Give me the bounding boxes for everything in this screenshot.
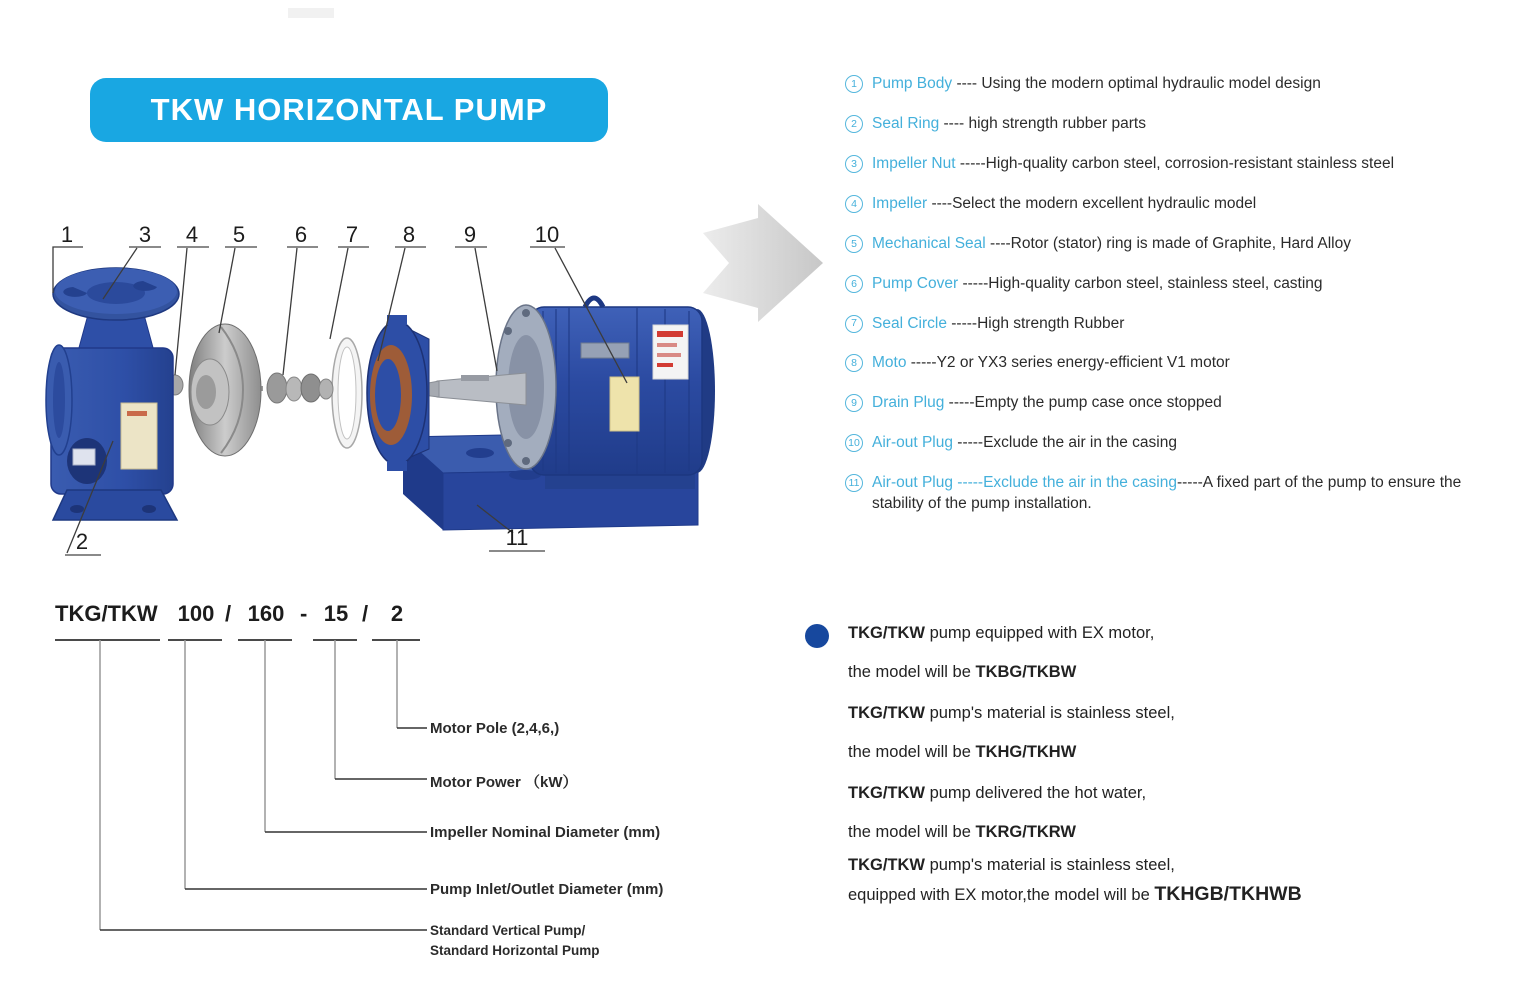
callout-number-3: 3 xyxy=(138,222,152,247)
part-number-badge: 1 xyxy=(845,75,863,93)
part-number-badge: 2 xyxy=(845,115,863,133)
part-description: ---- Using the modern optimal hydraulic model design xyxy=(952,75,1321,92)
part-name: Pump Cover xyxy=(872,274,959,292)
note-line: the model will be TKRG/TKRW xyxy=(848,823,1076,841)
model-code-slash: / xyxy=(225,601,232,626)
part-number-badge: 6 xyxy=(845,275,863,293)
part-name: Pump Body xyxy=(872,75,953,92)
part-description: -----A fixed part of the pump to ensure the stability of the pump installation. xyxy=(872,474,1462,513)
note-line: equipped with EX motor,the model will be TKHGB/TKHWB xyxy=(848,883,1302,905)
part-number-badge: 4 xyxy=(845,195,863,213)
part-number-badge: 7 xyxy=(845,315,863,333)
parts-list-item xyxy=(845,473,1500,515)
part-number-badge: 11 xyxy=(845,474,863,492)
model-code-impeller: 160 xyxy=(247,601,285,626)
part-name: Impeller xyxy=(872,194,928,212)
part-number-badge: 9 xyxy=(845,394,863,412)
label-motor-power: Motor Power （kW） xyxy=(430,774,578,791)
part-number-badge: 5 xyxy=(845,235,863,253)
callout-number-10: 10 xyxy=(534,222,560,247)
parts-list-item xyxy=(845,353,1500,374)
callout-number-2: 2 xyxy=(75,529,89,554)
label-inlet-outlet-diameter: Pump Inlet/Outlet Diameter (mm) xyxy=(430,881,664,898)
page-title: TKW HORIZONTAL PUMP xyxy=(150,92,548,127)
parts-list-item xyxy=(845,154,1500,175)
part-name: Moto xyxy=(872,354,907,372)
part-description: -----Empty the pump case once stopped xyxy=(944,394,1222,412)
parts-list-item xyxy=(845,433,1500,454)
parts-list-item xyxy=(845,114,1500,135)
note-line: TKG/TKW pump's material is stainless steel, xyxy=(848,704,1175,722)
label-pump-type xyxy=(430,921,600,961)
lifting-eye xyxy=(585,298,603,307)
part-name: Impeller Nut xyxy=(872,154,956,172)
exploded-pump-diagram xyxy=(25,215,770,570)
model-code-power: 15 xyxy=(323,601,349,626)
title-banner xyxy=(90,78,608,142)
motor-yellow-label xyxy=(610,377,639,431)
callout-number-7: 7 xyxy=(345,222,359,247)
label-pump-type-line1: Standard Vertical Pump/ xyxy=(430,923,586,938)
part-description: -----High-quality carbon steel, stainless steel, casting xyxy=(958,274,1323,292)
callout-number-9: 9 xyxy=(463,222,477,247)
parts-list-item xyxy=(845,74,1500,95)
label-impeller-diameter: Impeller Nominal Diameter (mm) xyxy=(430,824,661,841)
label-motor-pole: Motor Pole (2,4,6,) xyxy=(430,720,560,737)
motor-shaft xyxy=(423,373,526,405)
scan-artifact xyxy=(288,8,334,18)
callout-number-5: 5 xyxy=(232,222,246,247)
parts-list-item xyxy=(845,234,1500,255)
part-name: Air-out Plug xyxy=(872,434,953,452)
note-line: TKG/TKW pump delivered the hot water, xyxy=(848,784,1147,802)
part-name: Drain Plug xyxy=(872,394,945,412)
part-description: -----High-quality carbon steel, corrosion-resistant stainless steel xyxy=(955,154,1395,172)
model-code-connector-lines xyxy=(40,636,440,966)
seal-circle-illustration xyxy=(332,338,362,448)
part-description: ----Rotor (stator) ring is made of Graphite, Hard Alloy xyxy=(985,234,1351,252)
parts-list xyxy=(845,74,1500,534)
callout-number-1: 1 xyxy=(60,222,74,247)
model-code-slash2: / xyxy=(362,601,369,626)
note-line: the model will be TKHG/TKHW xyxy=(848,743,1077,761)
callout-number-11: 11 xyxy=(505,525,529,550)
note-line: TKG/TKW pump equipped with EX motor, xyxy=(848,624,1155,642)
model-code-inlet: 100 xyxy=(177,601,215,626)
part-name: Mechanical Seal xyxy=(872,234,986,252)
parts-list-item xyxy=(845,194,1500,215)
parts-list-item xyxy=(845,393,1500,414)
part-description: ----Select the modern excellent hydraulic model xyxy=(927,194,1257,212)
part-name: Air-out Plug -----Exclude the air in the casing xyxy=(872,474,1177,492)
part-description: ---- high strength rubber parts xyxy=(939,114,1146,132)
part-description: -----Exclude the air in the casing xyxy=(952,434,1177,452)
pump-cover-illustration xyxy=(367,315,429,471)
part-number-badge: 8 xyxy=(845,354,863,372)
model-code-series: TKG/TKW xyxy=(55,601,158,626)
callout-number-8: 8 xyxy=(402,222,416,247)
callout-number-4: 4 xyxy=(185,222,199,247)
part-description: -----Y2 or YX3 series energy-efficient V1 motor xyxy=(906,354,1230,372)
part-number-badge: 10 xyxy=(845,434,863,452)
label-pump-type-line2: Standard Horizontal Pump xyxy=(430,943,600,958)
impeller-illustration xyxy=(189,324,261,456)
parts-list-item xyxy=(845,274,1500,295)
note-line: the model will be TKBG/TKBW xyxy=(848,663,1077,681)
mechanical-seal-illustration xyxy=(252,373,333,403)
callout-number-6: 6 xyxy=(294,222,308,247)
note-line: TKG/TKW pump's material is stainless steel, xyxy=(848,856,1175,874)
part-name: Seal Circle xyxy=(872,314,947,332)
parts-list-item xyxy=(845,314,1500,335)
motor-nameplate xyxy=(581,343,629,358)
note-bullet-icon xyxy=(805,624,829,648)
part-name: Seal Ring xyxy=(872,114,940,132)
motor-red-label xyxy=(653,325,688,379)
pump-body-illustration xyxy=(46,268,179,520)
model-code-pole: 2 xyxy=(390,601,404,626)
direction-arrow-icon xyxy=(703,203,825,325)
model-code-dash: - xyxy=(300,601,308,626)
part-description: -----High strength Rubber xyxy=(946,314,1125,332)
part-number-badge: 3 xyxy=(845,155,863,173)
